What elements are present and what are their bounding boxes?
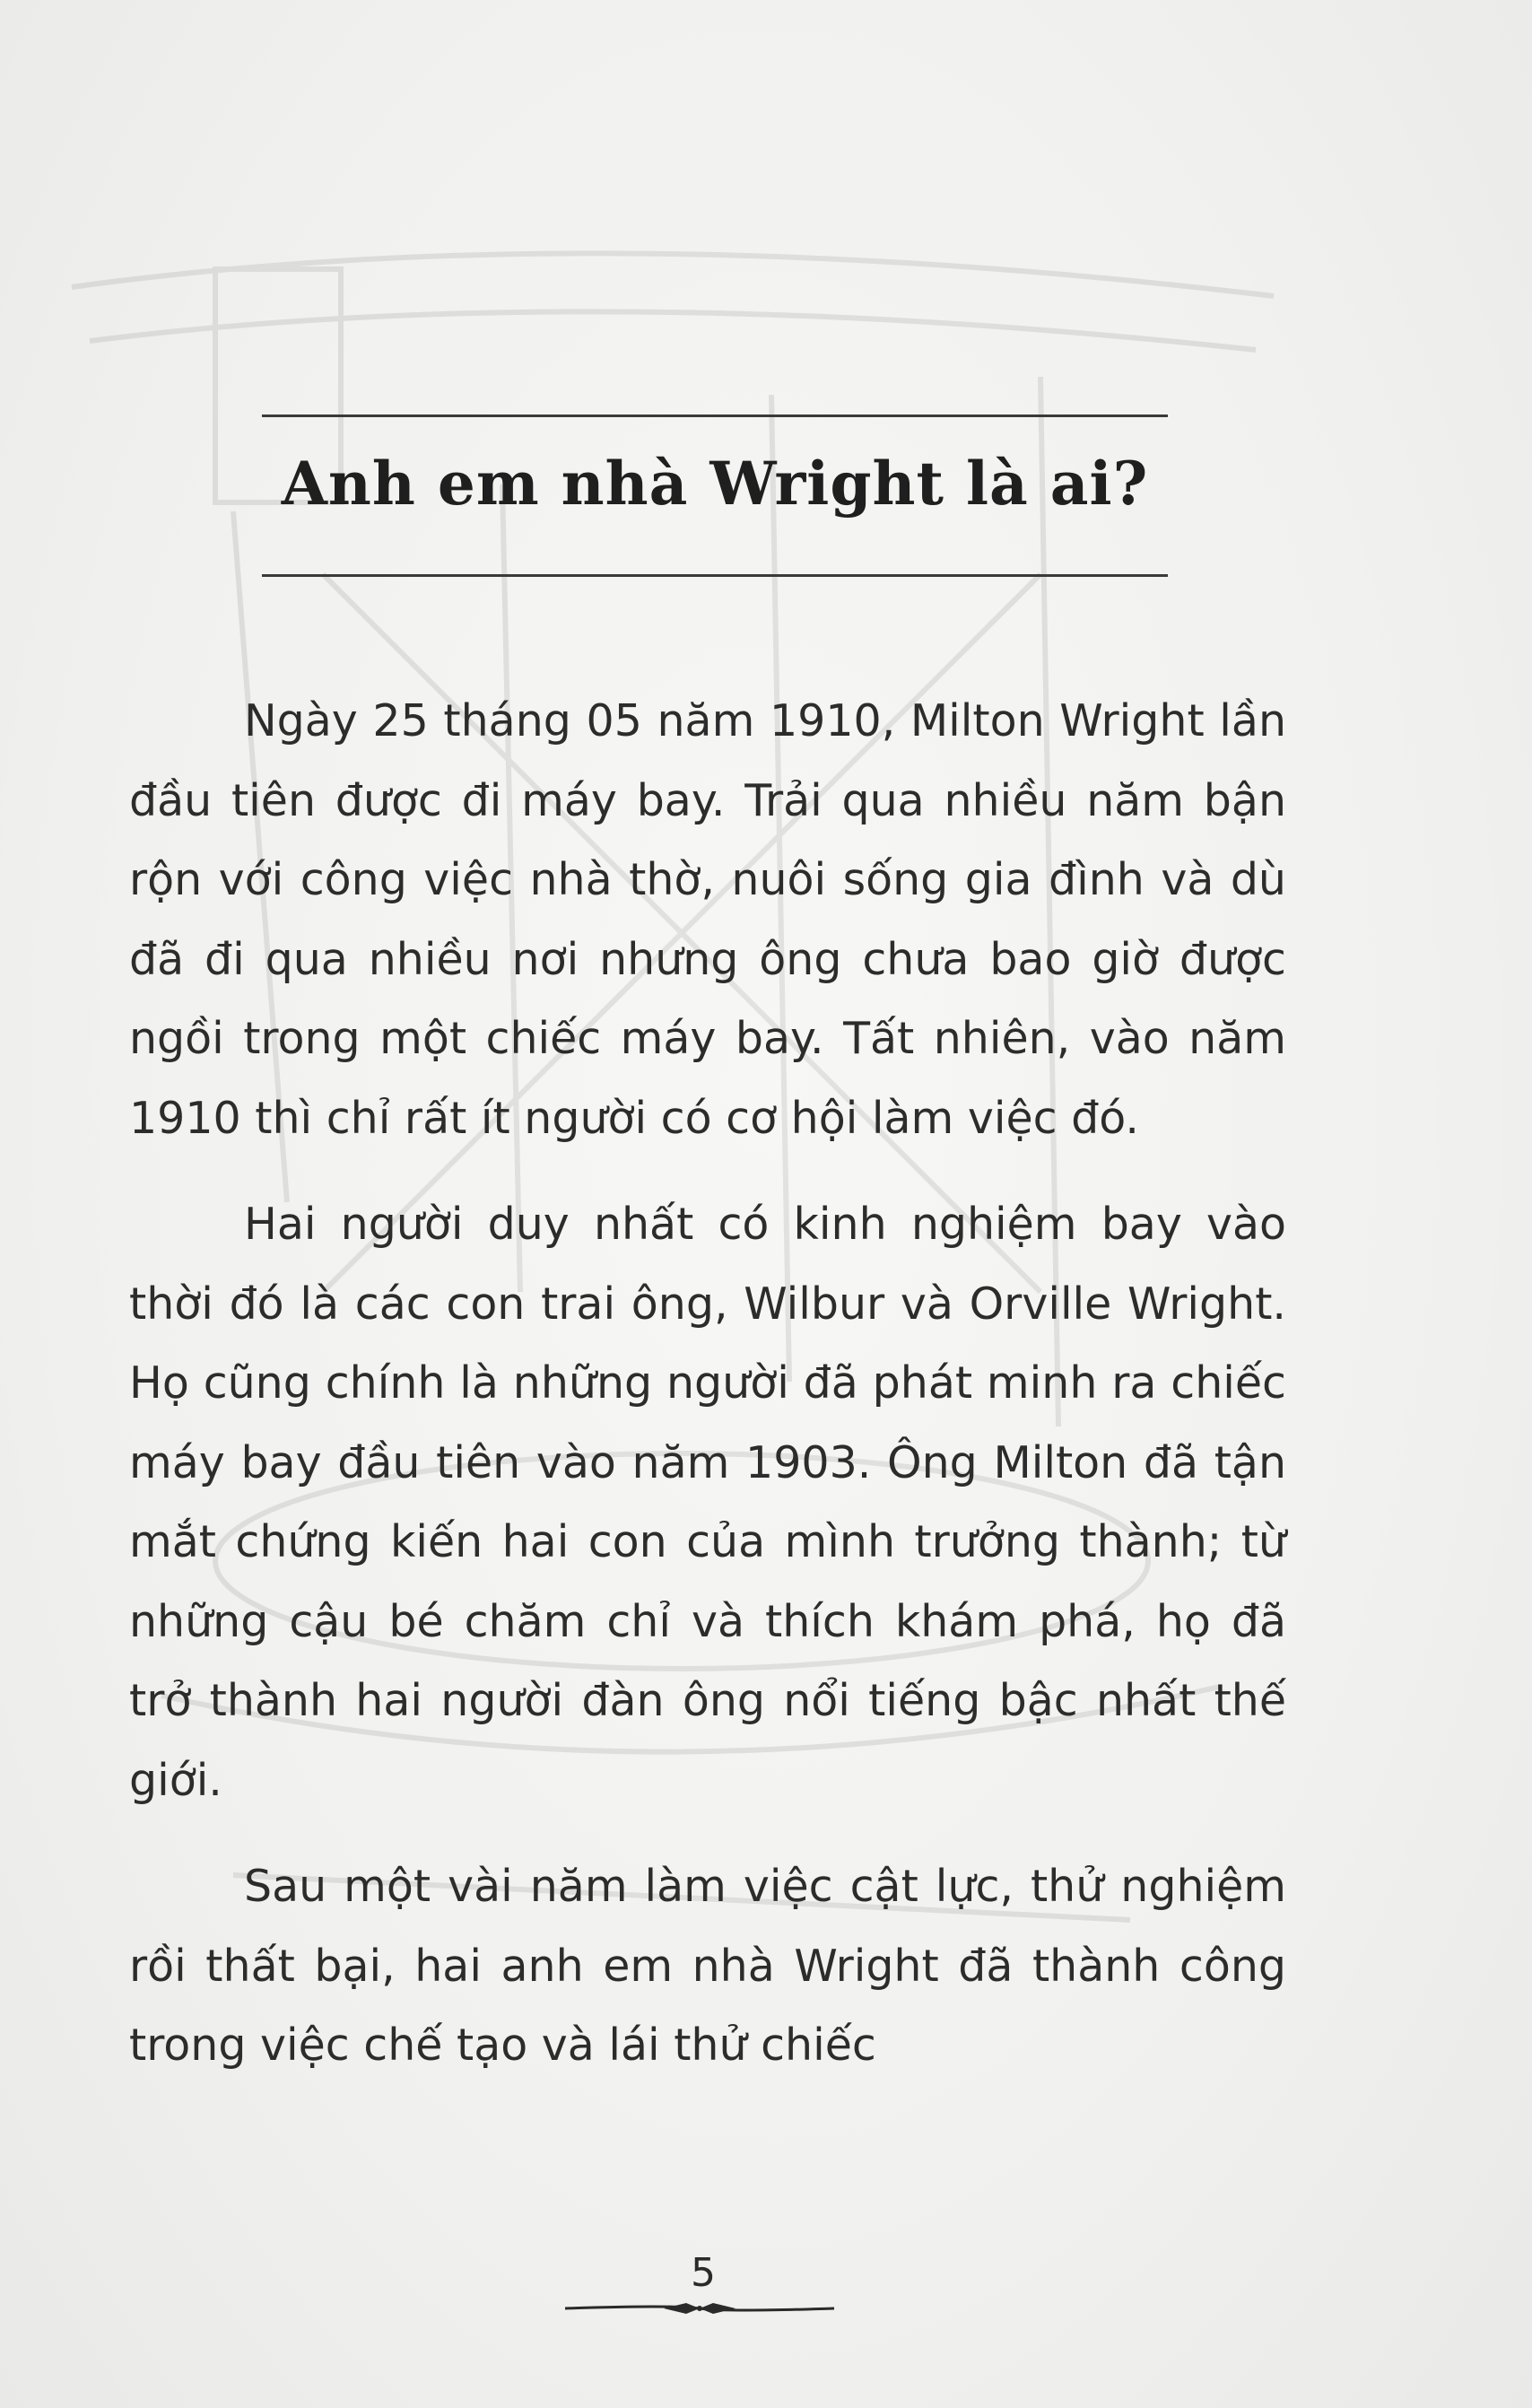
title-rule-top	[262, 414, 1168, 417]
chapter-title: Anh em nhà Wright là ai?	[281, 449, 1149, 519]
paragraph-1: Ngày 25 tháng 05 năm 1910, Milton Wright lần đầu tiên được đi máy bay. Trải qua nhiều năm bận rộn với công việc nhà thờ, nuôi sống gia đình và dù đã đi qua nhiều nơi nhưng ông chưa bao giờ được ngồi trong một chiếc máy bay. Tất nhiên, vào năm 1910 thì chỉ rất ít người có cơ hội làm việc đó.	[129, 695, 1286, 1144]
page-number: 5	[691, 2250, 716, 2296]
page-number-ornament	[565, 2295, 834, 2322]
title-rule-bottom	[262, 574, 1168, 577]
body-text	[129, 682, 1286, 2113]
paragraph-2: Hai người duy nhất có kinh nghiệm bay vào thời đó là các con trai ông, Wilbur và Orville Wright. Họ cũng chính là những người đã phát minh ra chiếc máy bay đầu tiên vào năm 1903. Ông Milton đã tận mắt chứng kiến hai con của mình trưởng thành; từ những cậu bé chăm chỉ và thích khám phá, họ đã trở thành hai người đàn ông nổi tiếng bậc nhất thế giới.	[129, 1199, 1286, 1806]
paragraph-3: Sau một vài năm làm việc cật lực, thử nghiệm rồi thất bại, hai anh em nhà Wright đã thành công trong việc chế tạo và lái thử chiếc	[129, 1861, 1286, 2071]
